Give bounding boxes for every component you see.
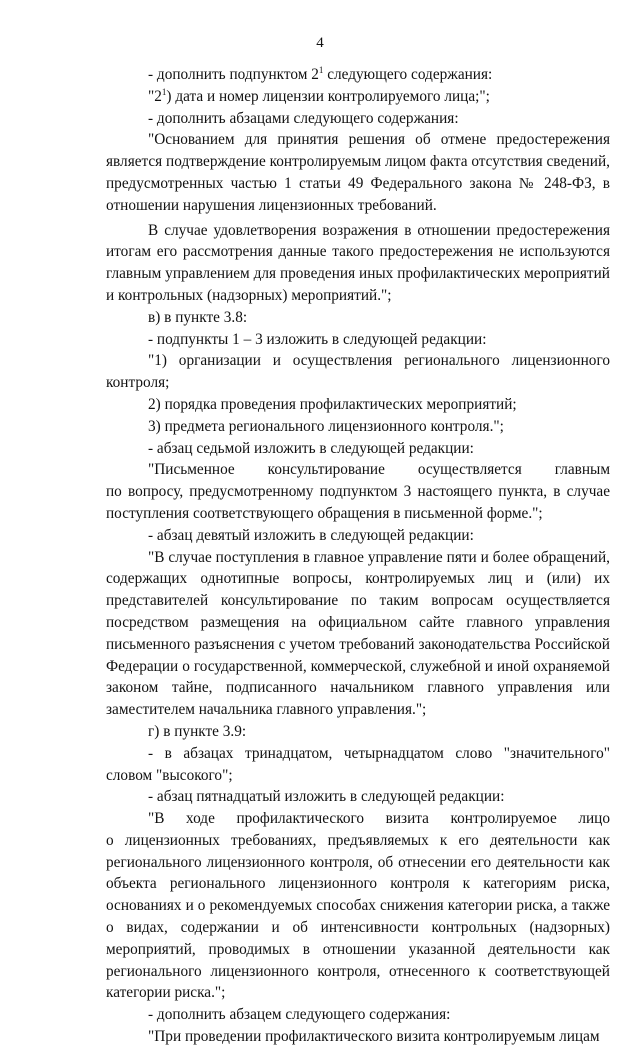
- text-line: - подпункты 1 – 3 изложить в следующей редакции:: [148, 330, 487, 348]
- text-line: представителей консультирование по таким вопросам осуществляется: [106, 592, 610, 610]
- text-line: - дополнить абзацами следующего содержания:: [148, 109, 459, 127]
- paragraph: [106, 459, 610, 524]
- text-line: 2) порядка проведения профилактических мероприятий;: [148, 395, 517, 413]
- paragraph: [106, 525, 610, 547]
- paragraph: [106, 129, 610, 216]
- paragraph: [106, 547, 610, 721]
- text-line: о лицензионных требованиях, предъявляемых к его деятельности как: [106, 831, 610, 849]
- text-line: письменного разъяснения с учетом требований законодательства Российской: [106, 635, 610, 653]
- text-line: о видах, содержании и об интенсивности контрольных (надзорных): [106, 919, 610, 937]
- text-line: Федерации о государственной, коммерческой, служебной и иной охраняемой: [106, 657, 610, 675]
- text-line: и контрольных (надзорных) мероприятий.";: [106, 286, 392, 304]
- document-body: [106, 64, 610, 1048]
- text-line: основаниях и о рекомендуемых способах снижения категории риска, а также: [106, 897, 610, 915]
- text-line: главным управлением для проведения иных профилактических мероприятий: [106, 265, 610, 283]
- text-line: итогам его рассмотрения данные такого предостережения не используются: [106, 243, 610, 261]
- text-line: регионального лицензионного контроля, об отнесении его деятельности как: [106, 853, 610, 871]
- text-line: "Письменное консультирование осуществляется главным: [148, 461, 610, 479]
- text-line: регионального лицензионного контроля, отнесенного к соответствующей: [106, 962, 610, 980]
- paragraph: [106, 1004, 610, 1026]
- text-line: - абзац пятнадцатый изложить в следующей редакции:: [148, 788, 505, 806]
- text-line: "В случае поступления в главное управление пяти и более обращений,: [148, 548, 610, 566]
- text-line: контроля;: [106, 374, 170, 392]
- text-line: г) в пункте 3.9:: [148, 722, 247, 740]
- text-line: объекта регионального лицензионного контроля к категориям риска,: [106, 875, 610, 893]
- text-line: в) в пункте 3.8:: [148, 308, 248, 326]
- text-line: "При проведении профилактического визита контролируемым лицам: [148, 1028, 600, 1046]
- text-line: содержащих однотипные вопросы, контролируемых лиц и (или) их: [106, 570, 610, 588]
- text-line: "1) организации и осуществления регионального лицензионного: [148, 352, 610, 370]
- paragraph: [106, 438, 610, 460]
- paragraph: [106, 307, 610, 329]
- paragraph: [106, 721, 610, 743]
- text-line: - абзац девятый изложить в следующей редакции:: [148, 526, 474, 544]
- text-line: законом тайне, подписанного начальником главного управления или: [106, 679, 610, 697]
- text-line: - дополнить подпунктом $2^1$ следующего содержания:: [148, 65, 493, 83]
- paragraph: [106, 220, 610, 307]
- text-line: поступления соответствующего обращения в письменной форме.";: [106, 504, 543, 522]
- paragraph: [106, 786, 610, 808]
- text-line: "В ходе профилактического визита контролируемое лицо: [148, 810, 610, 828]
- paragraph: [106, 416, 610, 438]
- paragraph: [106, 1026, 610, 1048]
- paragraph: [106, 350, 610, 394]
- page-number: 4: [316, 35, 324, 51]
- text-line: "$2^1$) дата и номер лицензии контролируемого лица;";: [148, 86, 490, 105]
- paragraph: [106, 808, 610, 1004]
- text-line: - абзац седьмой изложить в следующей редакции:: [148, 439, 474, 457]
- text-line: "Основанием для принятия решения об отмене предостережения: [148, 131, 610, 149]
- paragraph: [106, 743, 610, 787]
- text-line: заместителем начальника главного управления.";: [106, 701, 427, 719]
- paragraph: [106, 329, 610, 351]
- text-line: отношении нарушения лицензионных требований.: [106, 196, 437, 214]
- text-line: мероприятий, проводимых в отношении указанной деятельности как: [106, 940, 610, 958]
- text-line: В случае удовлетворения возражения в отношении предостережения: [148, 221, 610, 239]
- text-line: является подтверждение контролируемым лицом факта отсутствия сведений,: [106, 153, 610, 171]
- paragraph: [106, 394, 610, 416]
- text-line: посредством размещения на официальном сайте главного управления: [106, 613, 610, 631]
- paragraph: [106, 108, 610, 130]
- text-line: - в абзацах тринадцатом, четырнадцатом слово "значительного": [148, 744, 610, 762]
- text-line: по вопросу, предусмотренному подпунктом 3 настоящего пункта, в случае: [106, 483, 610, 501]
- text-line: категории риска.";: [106, 984, 226, 1002]
- text-line: предусмотренных частью 1 статьи 49 Федерального закона № 248-ФЗ, в: [106, 174, 610, 192]
- text-line: словом "высокого";: [106, 766, 233, 784]
- text-line: 3) предмета регионального лицензионного контроля.";: [148, 417, 504, 435]
- text-line: - дополнить абзацем следующего содержания:: [148, 1006, 451, 1024]
